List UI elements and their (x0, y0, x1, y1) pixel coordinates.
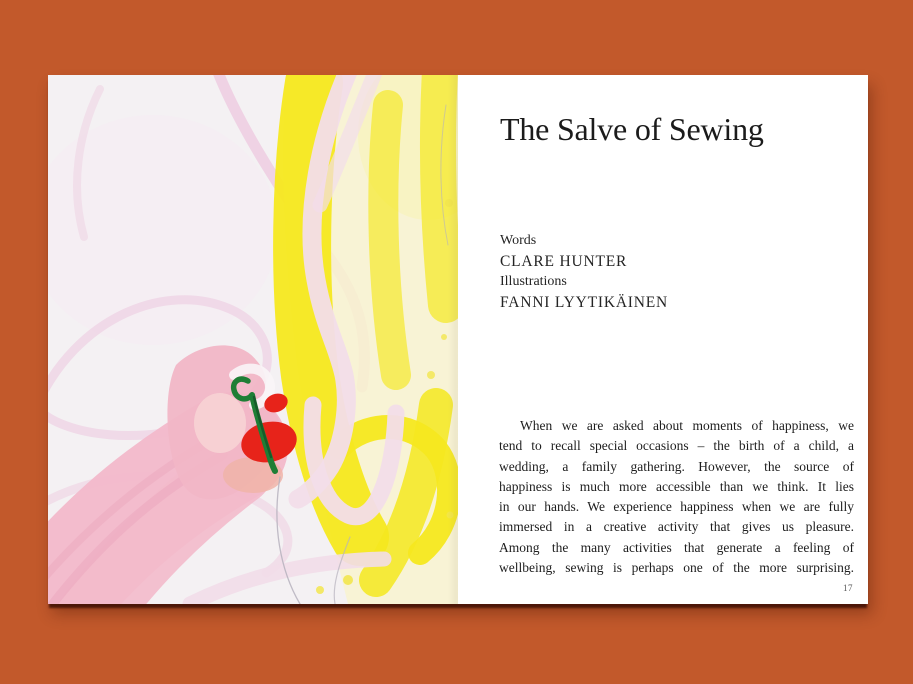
left-page-artwork (48, 75, 458, 604)
paragraph-line: Among the many activities that generate a feeling of (499, 539, 854, 555)
credits-block (500, 231, 668, 313)
abstract-artwork-illustration (48, 75, 458, 604)
credits-author-name: CLARE HUNTER (500, 252, 628, 270)
credits-illustrations-label: Illustrations (500, 274, 567, 289)
paragraph-line: in our hands. We experience happiness when we are fully (499, 499, 854, 515)
paragraph-line: wedding, a family gathering. However, the source of (499, 458, 854, 474)
paragraph-line: immersed in a creative activity that gives us pleasure. (499, 519, 854, 535)
credits-words-label: Words (500, 233, 537, 248)
paragraph-line: When we are asked about moments of happiness, we (520, 418, 854, 433)
book-spread (48, 75, 868, 604)
paragraph-line: wellbeing, sewing is perhaps one of the more surprising. (499, 560, 854, 576)
paragraph-line: happiness is much more accessible than we think. It lies (499, 478, 854, 494)
page-number: 17 (843, 583, 853, 593)
article-title: The Salve of Sewing (500, 111, 764, 147)
article-paragraph (499, 416, 854, 578)
paragraph-line: tend to recall special occasions – the birth of a child, a (499, 438, 854, 454)
credits-illustrator-name: FANNI LYYTIKÄINEN (500, 293, 669, 311)
right-page-article (458, 75, 868, 604)
